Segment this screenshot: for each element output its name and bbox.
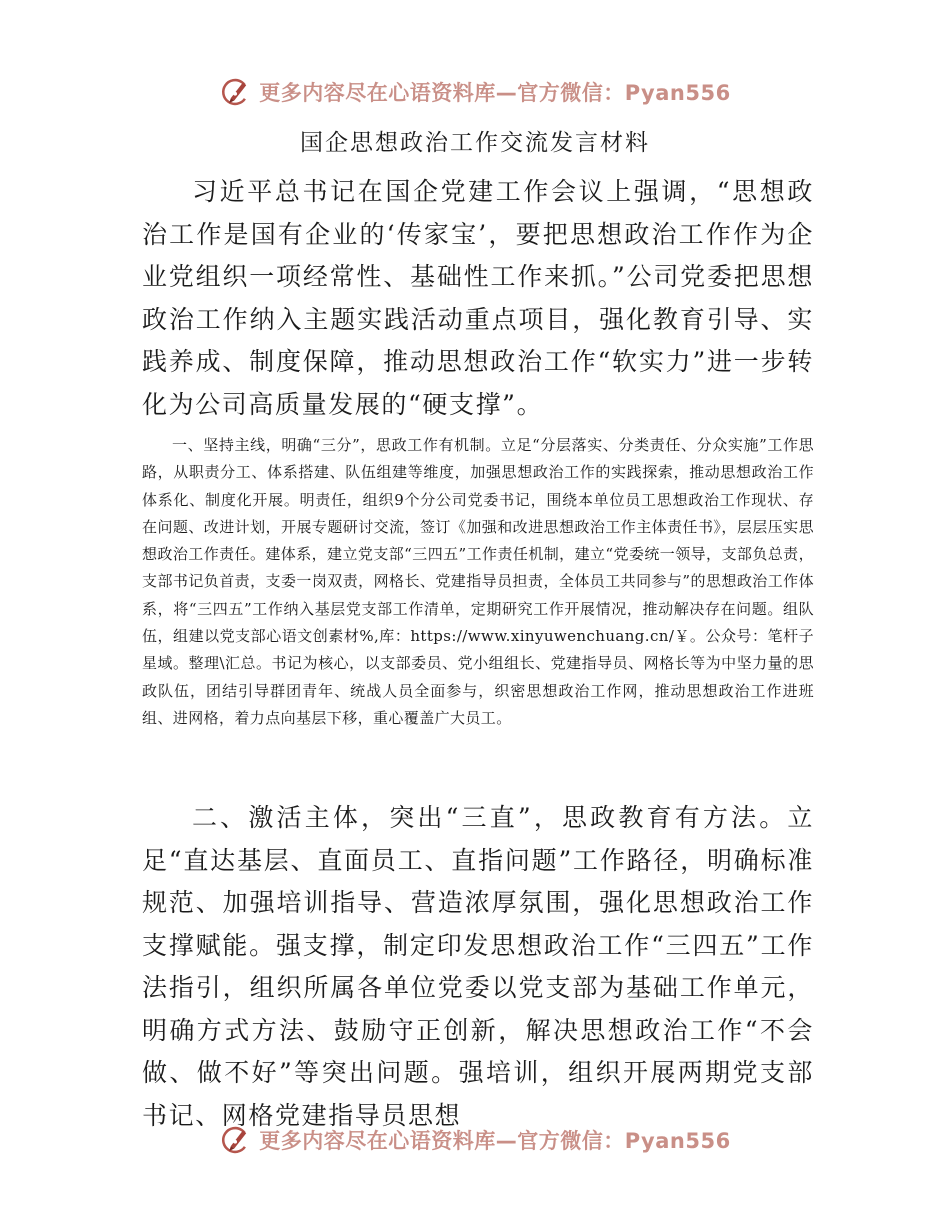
- pen-logo-icon: [219, 1123, 253, 1157]
- intro-paragraph: 习近平总书记在国企党建工作会议上强调，“思想政治工作是国有企业的‘传家宝’，要把思想政治工作作为企业党组织一项经常性、基础性工作来抓。”公司党委把思想政治工作纳入主题实践活动重点项目，强化教育引导、实践养成、制度保障，推动思想政治工作“软实力”进一步转化为公司高质量发展的“硬支撑”。: [142, 177, 814, 419]
- pen-logo-icon: [219, 75, 253, 109]
- section-one-paragraph: 一、坚持主线，明确“三分”，思政工作有机制。立足“分层落实、分类责任、分众实施”工作思路，从职责分工、体系搭建、队伍组建等维度，加强思想政治工作的实践探索，推动思想政治工作体系化、制度化开展。明责任，组织9个分公司党委书记，围绕本单位员工思想政治工作现状、存在问题、改进计划，开展专题研讨交流，签订《加强和改进思想政治工作主体责任书》，层层压实思想政治工作责任。建体系，建立党支部“三四五”工作责任机制，建立“党委统一领导，支部负总责，支部书记负首责，支委一岗双责，网格长、党建指导员担责，全体员工共同参与”的思想政治工作体系，将“三四五”工作纳入基层党支部工作清单，定期研究工作开展情况，推动解决存在问题。组队伍，组建以党支部心语文创素材%,库：https://www.xinyuwenchuang.cn/￥。公众号：笔杆子星域。整理\汇总。书记为核心，以支部委员、党小组组长、党建指导员、网格长等为中坚力量的思政队伍，团结引导群团青年、统战人员全面参与，织密思想政治工作网，推动思想政治工作进班组、进网格，着力点向基层下移，重心覆盖广大员工。: [142, 436, 814, 727]
- banner-text: 更多内容尽在心语资料库—官方微信：Pyan556: [259, 1129, 731, 1153]
- banner-text: 更多内容尽在心语资料库—官方微信：Pyan556: [259, 81, 731, 105]
- section-two-paragraph: 二、激活主体，突出“三直”，思政教育有方法。立足“直达基层、直面员工、直指问题”工作路径，明确标准规范、加强培训指导、营造浓厚氛围，强化思想政治工作支撑赋能。强支撑，制定印发思想政治工作“三四五”工作法指引，组织所属各单位党委以党支部为基础工作单元，明确方式方法、鼓励守正创新，解决思想政治工作“不会做、做不好”等突出问题。强培训，组织开展两期党支部书记、网格党建指导员思想: [142, 803, 814, 1130]
- document-title: 国企思想政治工作交流发言材料: [300, 130, 650, 156]
- footer-banner: [0, 1120, 950, 1160]
- header-banner: [0, 72, 950, 112]
